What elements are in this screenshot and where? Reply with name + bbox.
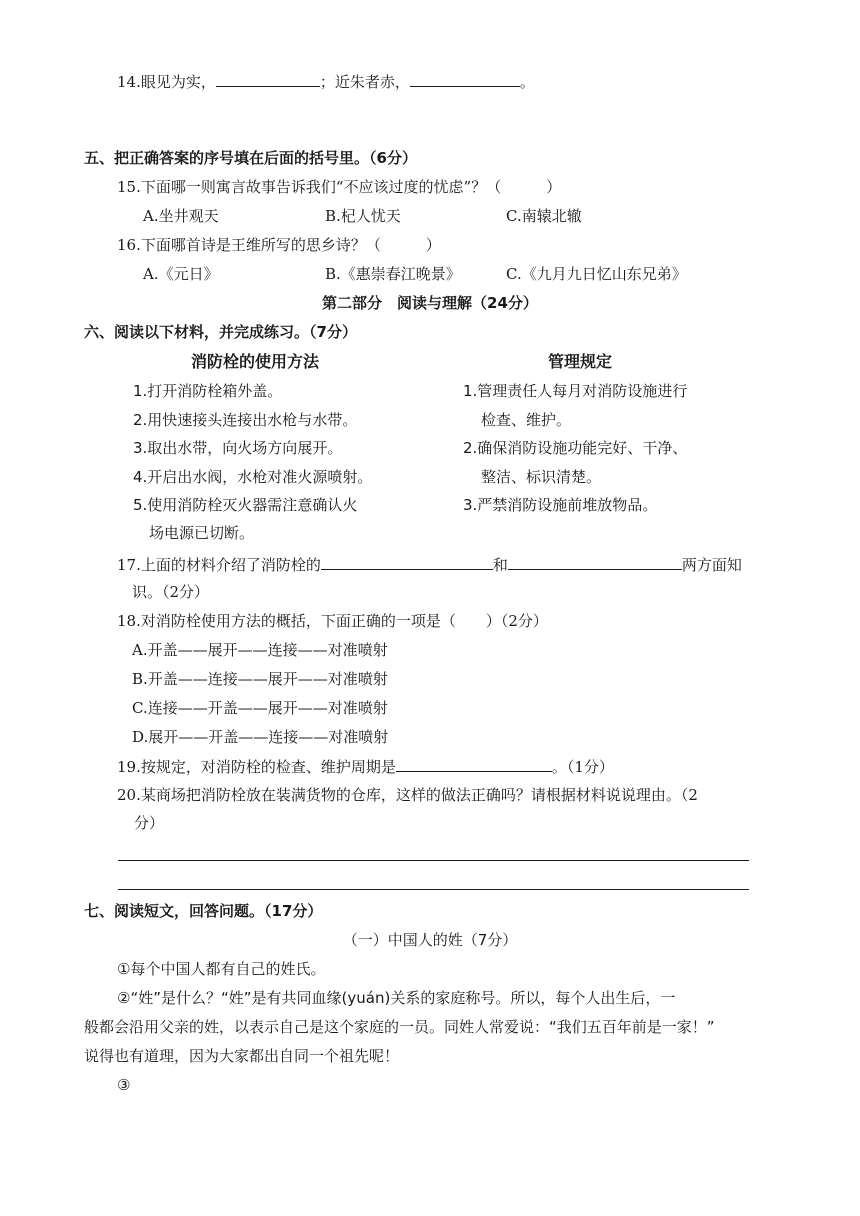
q14-text-b: ；近朱者赤， bbox=[319, 73, 410, 91]
q14-text-a: 14.眼见为实， bbox=[117, 73, 216, 91]
question-17-cont: 识。（2分） bbox=[132, 583, 210, 601]
q17-text-c: 两方面知 bbox=[681, 556, 742, 574]
question-17 bbox=[117, 553, 742, 576]
section-5-heading: 五、把正确答案的序号填在后面的括号里。（6分） bbox=[84, 149, 417, 167]
q19-text-b: 。（1分） bbox=[551, 758, 614, 776]
right-item-2-cont: 整洁、标识清楚。 bbox=[481, 468, 602, 486]
q15-option-a: A.坐井观天 bbox=[143, 207, 219, 225]
question-15-stem: 15.下面哪一则寓言故事告诉我们“不应该过度的忧虑”？（ ） bbox=[117, 178, 562, 196]
question-19 bbox=[117, 755, 614, 778]
q17-blank-1[interactable] bbox=[321, 553, 493, 570]
right-item-3: 3.严禁消防设施前堆放物品。 bbox=[463, 496, 658, 514]
q14-blank-1[interactable] bbox=[216, 70, 320, 87]
q20-answer-line-2[interactable] bbox=[118, 889, 749, 890]
q19-text-a: 19.按规定，对消防栓的检查、维护周期是 bbox=[117, 758, 396, 776]
q16-option-a: A.《元日》 bbox=[143, 265, 219, 283]
q18-option-a: A.开盖——展开——连接——对准喷射 bbox=[132, 641, 388, 659]
left-item-4: 4.开启出水阀，水枪对准火源喷射。 bbox=[133, 468, 373, 486]
left-item-5-cont: 场电源已切断。 bbox=[149, 524, 255, 542]
question-14 bbox=[117, 70, 535, 93]
q15-option-c: C.南辕北辙 bbox=[506, 207, 582, 225]
q17-text-a: 17.上面的材料介绍了消防栓的 bbox=[117, 556, 321, 574]
question-16-stem: 16.下面哪首诗是王维所写的思乡诗？（ ） bbox=[117, 236, 441, 254]
paragraph-2-line-2: 般都会沿用父亲的姓，以表示自己是这个家庭的一员。同姓人常爱说：“我们五百年前是一家！” bbox=[84, 1018, 715, 1036]
q18-option-b: B.开盖——连接——展开——对准喷射 bbox=[132, 670, 388, 688]
left-item-1: 1.打开消防栓箱外盖。 bbox=[133, 382, 283, 400]
paragraph-2-line-3: 说得也有道理，因为大家都出自同一个祖先呢！ bbox=[84, 1047, 400, 1065]
right-item-1: 1.管理责任人每月对消防设施进行 bbox=[463, 382, 688, 400]
right-material-title: 管理规定 bbox=[548, 352, 613, 371]
question-20: 20.某商场把消防栓放在装满货物的仓库，这样的做法正确吗？请根据材料说说理由。（2 bbox=[117, 786, 698, 804]
part-2-heading: 第二部分 阅读与理解（24分） bbox=[322, 294, 538, 312]
q18-option-c: C.连接——开盖——展开——对准喷射 bbox=[132, 699, 388, 717]
section-7-heading: 七、阅读短文，回答问题。（17分） bbox=[84, 902, 323, 920]
q17-blank-2[interactable] bbox=[508, 553, 682, 570]
left-item-2: 2.用快速接头连接出水枪与水带。 bbox=[133, 411, 358, 429]
left-item-3: 3.取出水带，向火场方向展开。 bbox=[133, 439, 343, 457]
q19-blank[interactable] bbox=[396, 755, 552, 772]
paragraph-1: ①每个中国人都有自己的姓氏。 bbox=[117, 960, 326, 978]
q17-text-b: 和 bbox=[492, 556, 508, 574]
q20-answer-line-1[interactable] bbox=[118, 860, 749, 861]
q18-option-d: D.展开——开盖——连接——对准喷射 bbox=[132, 728, 389, 746]
q14-text-c: 。 bbox=[519, 73, 535, 91]
passage-subtitle: （一）中国人的姓（7分） bbox=[342, 931, 518, 949]
right-item-2: 2.确保消防设施功能完好、干净、 bbox=[463, 439, 688, 457]
question-20-cont: 分） bbox=[134, 814, 165, 832]
section-6-heading: 六、阅读以下材料，并完成练习。（7分） bbox=[84, 323, 357, 341]
right-item-1-cont: 检查、维护。 bbox=[481, 411, 572, 429]
q16-option-c: C.《九月九日忆山东兄弟》 bbox=[506, 265, 687, 283]
q16-option-b: B.《惠崇春江晚景》 bbox=[325, 265, 461, 283]
paragraph-3: ③ bbox=[117, 1076, 131, 1094]
q15-option-b: B.杞人忧天 bbox=[325, 207, 401, 225]
left-item-5: 5.使用消防栓灭火器需注意确认火 bbox=[133, 496, 358, 514]
left-material-title: 消防栓的使用方法 bbox=[191, 352, 320, 371]
q14-blank-2[interactable] bbox=[410, 70, 520, 87]
paragraph-2-line-1: ②“姓”是什么？“姓”是有共同血缘(yuán)关系的家庭称号。所以，每个人出生后，一 bbox=[117, 989, 676, 1007]
question-18-stem: 18.对消防栓使用方法的概括，下面正确的一项是（ ）（2分） bbox=[117, 612, 548, 630]
